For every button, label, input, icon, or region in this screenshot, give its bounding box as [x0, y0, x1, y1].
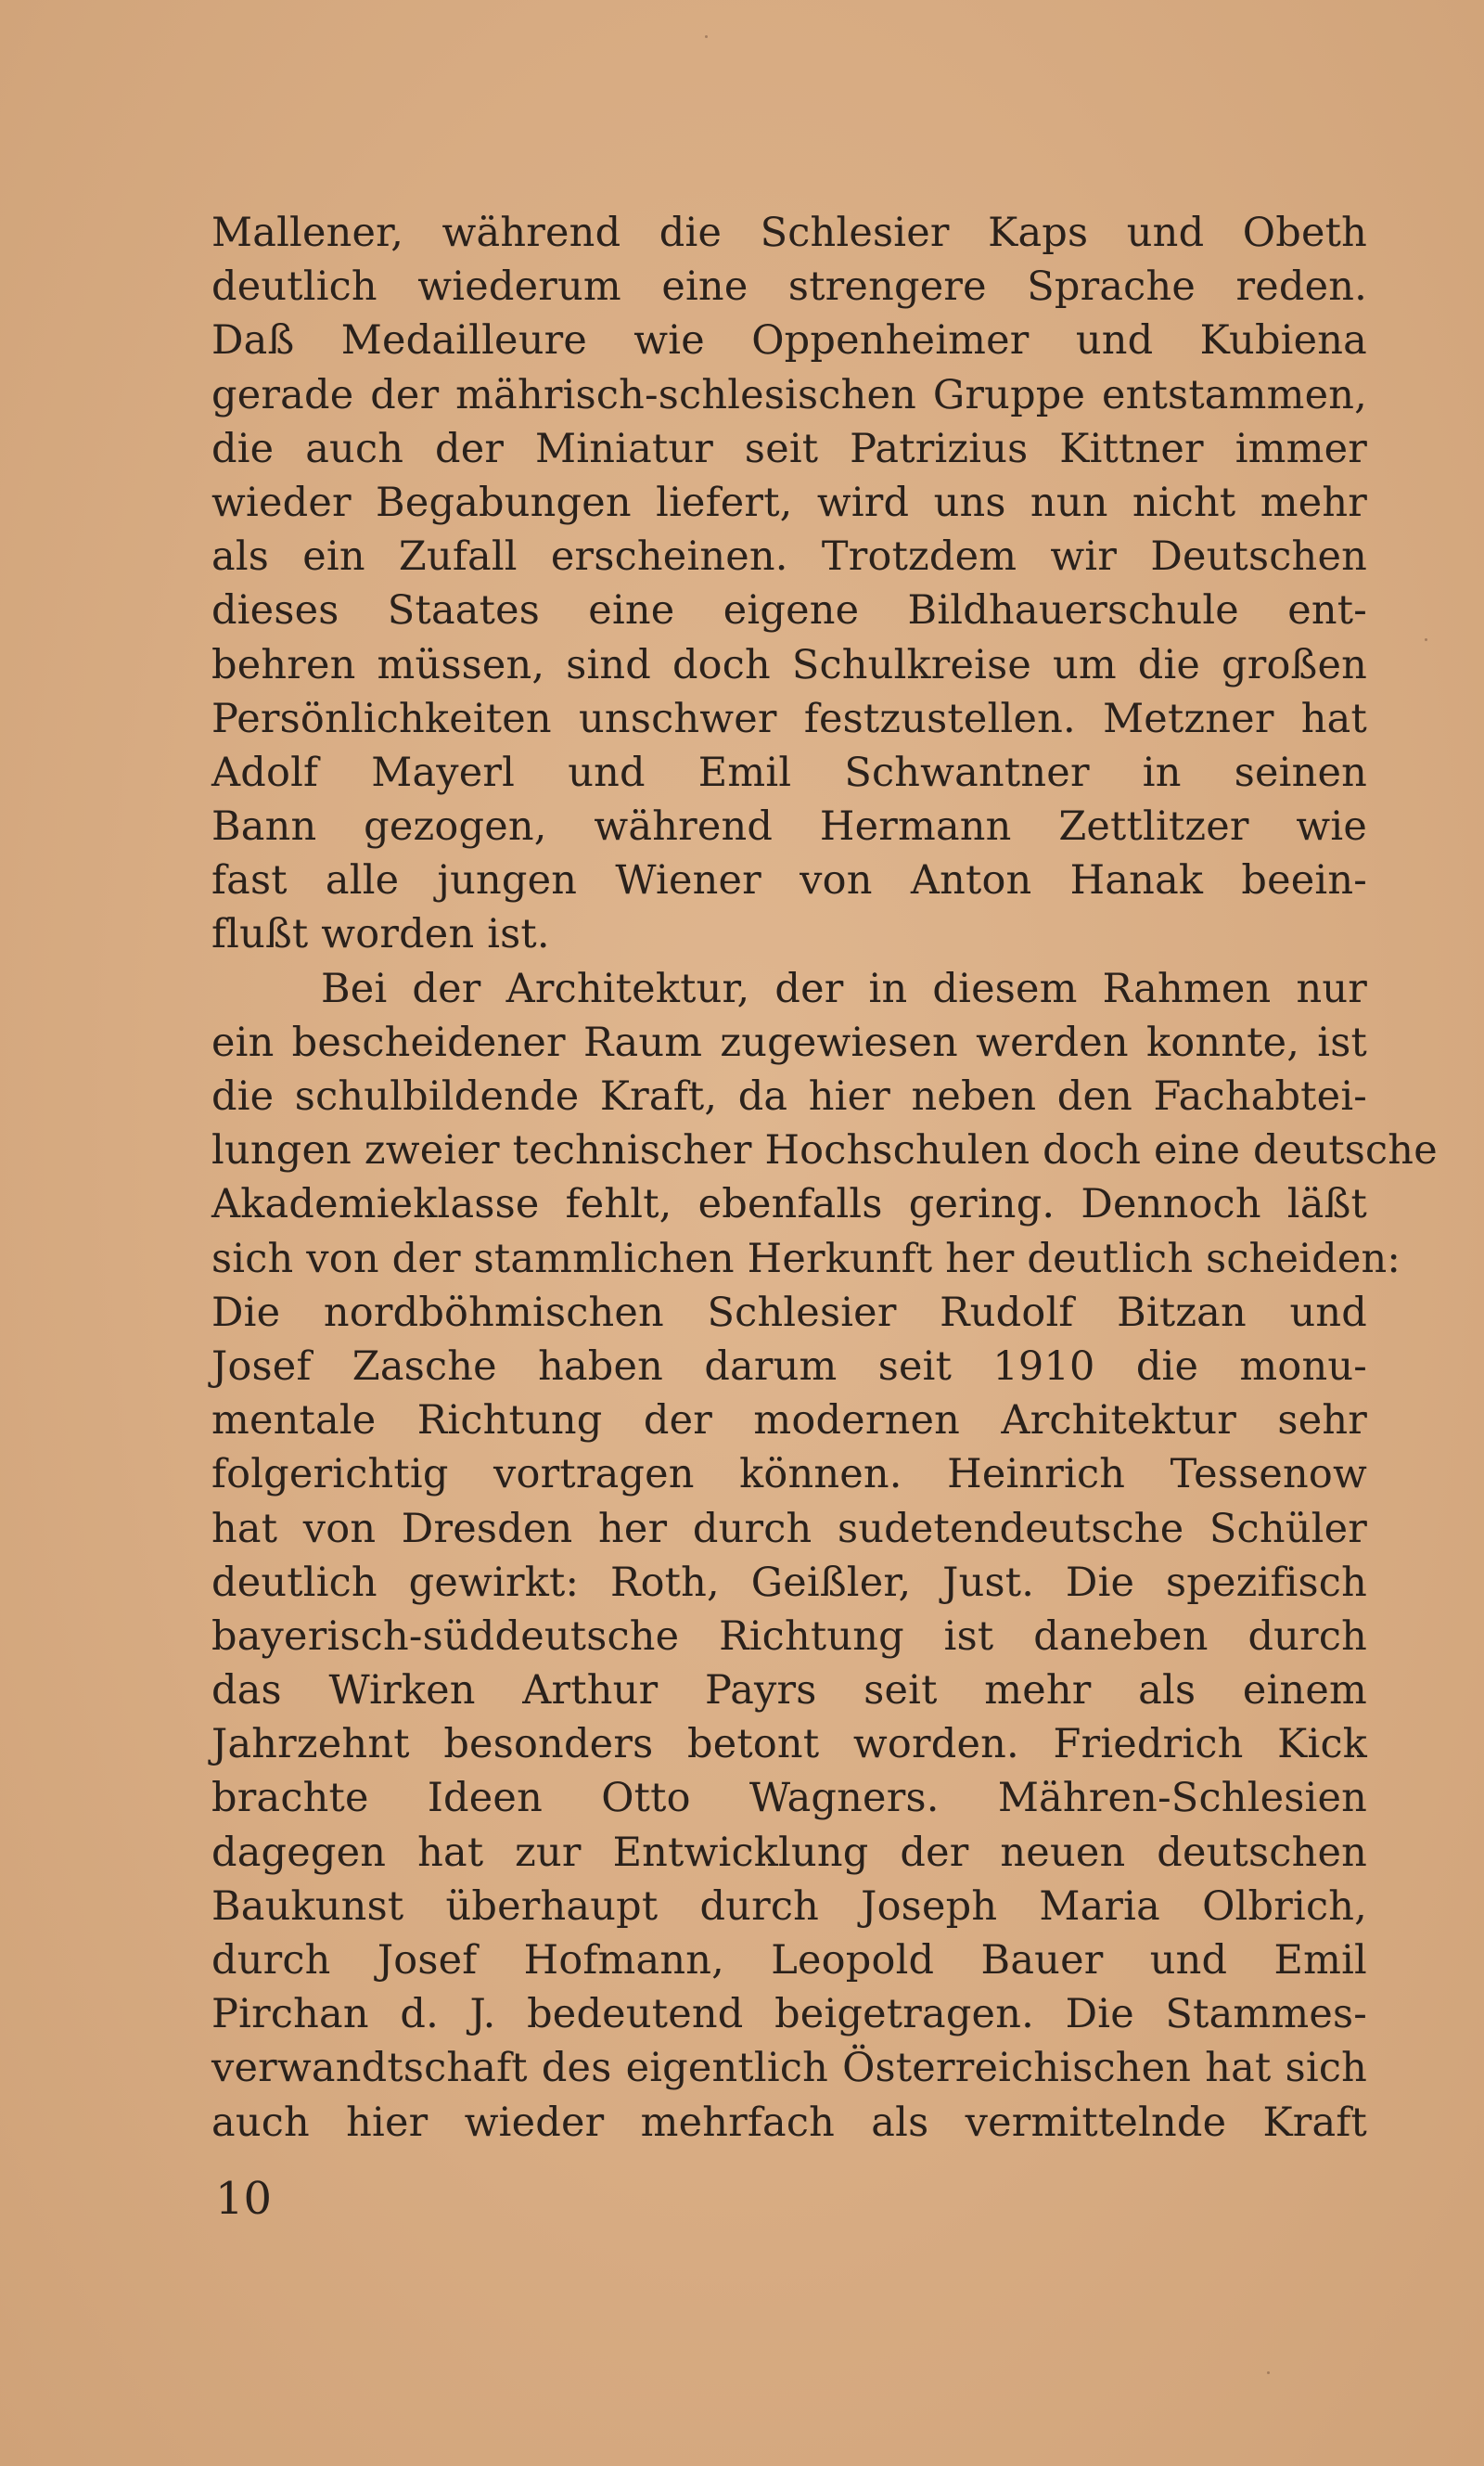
text-line: sich von der stammlichen Herkunft her deutlich scheiden:: [211, 1235, 1401, 1282]
text-line: als ein Zufall erscheinen. Trotzdem wir Deutschen: [211, 533, 1367, 581]
text-line: deutlich gewirkt: Roth, Geißler, Just. Die spezifisch: [211, 1559, 1367, 1606]
text-line: behren müssen, sind doch Schulkreise um die großen: [211, 641, 1367, 688]
text-line: Adolf Mayerl und Emil Schwantner in seinen: [211, 749, 1367, 796]
text-line: brachte Ideen Otto Wagners. Mähren-Schlesien: [211, 1775, 1367, 1822]
text-line: Bann gezogen, während Hermann Zettlitzer wie: [211, 803, 1367, 851]
text-line: mentale Richtung der modernen Architektur sehr: [211, 1397, 1367, 1445]
text-line: Akademieklasse fehlt, ebenfalls gering. Dennoch läßt: [211, 1181, 1367, 1228]
text-line: Persönlichkeiten unschwer festzustellen. Metzner hat: [211, 695, 1367, 742]
text-line: die schulbildende Kraft, da hier neben den Fachabtei-: [211, 1073, 1367, 1120]
text-line: das Wirken Arthur Payrs seit mehr als einem: [211, 1667, 1367, 1715]
text-line: dieses Staates eine eigene Bildhauerschule ent-: [211, 587, 1367, 635]
text-line: Jahrzehnt besonders betont worden. Friedrich Kick: [211, 1721, 1367, 1768]
text-line: Pirchan d. J. bedeutend beigetragen. Die Stammes-: [211, 1991, 1367, 2038]
text-line: Mallener, während die Schlesier Kaps und Obeth: [211, 210, 1367, 256]
text-line: gerade der mährisch-schlesischen Gruppe entstammen,: [211, 371, 1367, 418]
text-line: Josef Zasche haben darum seit 1910 die monu-: [211, 1342, 1367, 1390]
paragraph-end-line: flußt worden ist.: [211, 911, 550, 958]
text-line: Daß Medailleure wie Oppenheimer und Kubiena: [211, 317, 1367, 365]
text-line: Baukunst überhaupt durch Joseph Maria Olbrich,: [211, 1882, 1367, 1930]
text-line: Die nordböhmischen Schlesier Rudolf Bitzan und: [211, 1289, 1367, 1336]
paper-speck: [705, 35, 708, 38]
text-line: ein bescheidener Raum zugewiesen werden konnte, ist: [211, 1019, 1367, 1066]
text-line: wieder Begabungen liefert, wird uns nun nicht mehr: [211, 479, 1367, 526]
text-line: hat von Dresden her durch sudetendeutsche Schüler: [211, 1505, 1367, 1552]
text-line: fast alle jungen Wiener von Anton Hanak beein-: [211, 857, 1367, 905]
text-line: lungen zweier technischer Hochschulen doch eine deutsche: [211, 1127, 1438, 1175]
paper-speck: [1425, 638, 1427, 641]
text-line: folgerichtig vortragen können. Heinrich Tessenow: [211, 1451, 1367, 1498]
text-line: deutlich wiederum eine strengere Sprache reden.: [211, 263, 1367, 311]
text-line: bayerisch-süddeutsche Richtung ist daneben durch: [211, 1612, 1367, 1660]
body-text: [211, 206, 1438, 2150]
paper-speck: [1267, 2371, 1270, 2374]
text-line: verwandtschaft des eigentlich Österreichischen hat sich: [211, 2045, 1367, 2092]
text-line: dagegen hat zur Entwicklung der neuen deutschen: [211, 1829, 1367, 1876]
text-line: die auch der Miniatur seit Patrizius Kittner immer: [211, 425, 1367, 472]
text-line: auch hier wieder mehrfach als vermittelnde Kraft: [211, 2099, 1367, 2146]
paragraph-start-line: Bei der Architektur, der in diesem Rahmen nur: [321, 965, 1367, 1012]
text-line: durch Josef Hofmann, Leopold Bauer und Emil: [211, 1937, 1367, 1984]
page-number: 10: [215, 2173, 273, 2225]
